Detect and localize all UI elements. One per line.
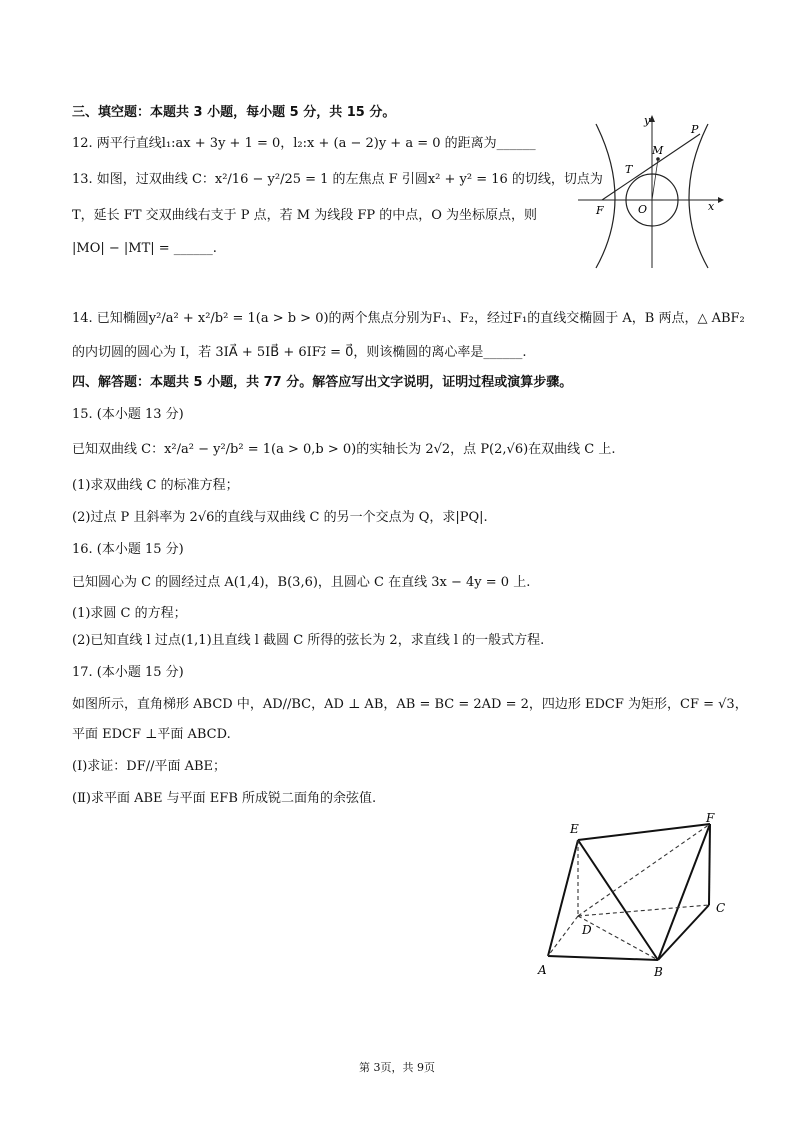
fig17-f-label: F [706, 811, 715, 825]
section-3-heading: 三、填空题：本题共 3 小题，每小题 5 分，共 15 分。 [72, 105, 396, 120]
fig17-e-label: E [570, 822, 579, 836]
question-17-stem-1: 如图所示，直角梯形 ABCD 中，AD//BC，AD ⊥ AB，AB = BC = 2AD = 2，四边形 EDCF 为矩形，CF = √3， [72, 697, 748, 712]
question-15-title: 15. (本小题 13 分) [72, 407, 184, 422]
fig13-t-label: T [625, 163, 633, 176]
hyperbola-circle-figure [572, 112, 732, 272]
question-16-stem: 已知圆心为 C 的圆经过点 A(1,4)，B(3,6)，且圆心 C 在直线 3x − 4y = 0 上. [72, 575, 531, 590]
question-13-line-1: 13. 如图，过双曲线 C：x²/16 − y²/25 = 1 的左焦点 F 引圆x² + y² = 16 的切线，切点为 [72, 172, 603, 187]
question-15-stem: 已知双曲线 C：x²/a² − y²/b² = 1(a > 0,b > 0)的实轴长为 2√2，点 P(2,√6)在双曲线 C 上. [72, 442, 616, 457]
question-13-line-3: |MO| − |MT| = ______. [72, 241, 217, 256]
section-4-heading: 四、解答题：本题共 5 小题，共 77 分。解答应写出文字说明，证明过程或演算步骤。 [72, 375, 573, 390]
question-16-part-2: (2)已知直线 l 过点(1,1)且直线 l 截圆 C 所得的弦长为 2，求直线 l 的一般式方程. [72, 633, 545, 648]
fig13-o-label: O [638, 203, 648, 216]
fig13-f-label: F [596, 204, 604, 217]
question-13-line-2: T，延长 FT 交双曲线右支于 P 点，若 M 为线段 FP 的中点，O 为坐标原点，则 [72, 208, 538, 223]
question-12-text: 12. 两平行直线l₁:ax + 3y + 1 = 0，l₂:x + (a − 2)y + a = 0 的距离为______ [72, 136, 536, 151]
solid-geometry-figure [532, 810, 738, 982]
question-17-part-1: (Ⅰ)求证：DF//平面 ABE； [72, 759, 227, 774]
page-footer: 第 3页，共 9页 [359, 1061, 435, 1074]
fig13-m-label: M [652, 144, 664, 157]
question-17-title: 17. (本小题 15 分) [72, 665, 184, 680]
fig17-b-label: B [654, 965, 663, 979]
fig17-c-label: C [716, 901, 726, 915]
fig17-a-label: A [538, 963, 547, 977]
fig13-y-label: y [644, 114, 651, 127]
question-17-stem-2: 平面 EDCF ⊥平面 ABCD. [72, 727, 231, 742]
question-14-line-1: 14. 已知椭圆y²/a² + x²/b² = 1(a > b > 0)的两个焦点分别为F₁、F₂，经过F₁的直线交椭圆于 A，B 两点，△ ABF₂ [72, 311, 745, 326]
fig13-p-label: P [691, 123, 699, 136]
question-16-title: 16. (本小题 15 分) [72, 542, 184, 557]
question-15-part-1: (1)求双曲线 C 的标准方程； [72, 478, 239, 493]
fig17-d-label: D [582, 923, 592, 937]
question-15-part-2: (2)过点 P 且斜率为 2√6的直线与双曲线 C 的另一个交点为 Q，求|PQ|. [72, 510, 488, 525]
question-17-part-2: (Ⅱ)求平面 ABE 与平面 EFB 所成锐二面角的余弦值. [72, 791, 377, 806]
question-14-line-2: 的内切圆的圆心为 I，若 3IA⃗ + 5IB⃗ + 6IF₂⃗ = 0⃗，则该椭圆的离心率是______. [72, 345, 527, 360]
question-16-part-1: (1)求圆 C 的方程； [72, 606, 187, 621]
fig13-x-label: x [708, 200, 715, 213]
